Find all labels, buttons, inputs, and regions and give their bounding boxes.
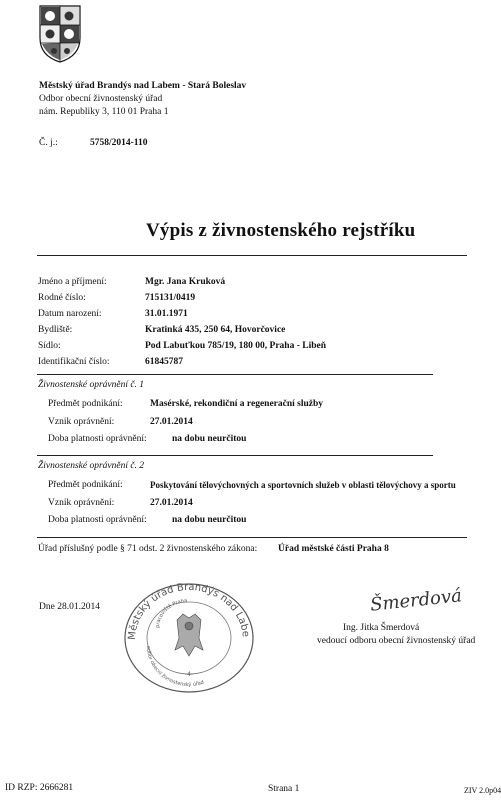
birth-number-label: Rodné číslo:: [38, 293, 86, 303]
rzp-id: ID RZP: 2666281: [5, 783, 74, 793]
permit-1-origin: 27.01.2014: [150, 417, 193, 427]
birth-number-value: 715131/0419: [145, 293, 196, 303]
permit-1-origin-label: Vznik oprávnění:: [48, 417, 115, 427]
reference-label: Č. j.:: [39, 138, 58, 148]
id-number-value: 61845787: [145, 357, 183, 367]
permit-1-subject: Masérské, rekondiční a regenerační služby: [150, 399, 324, 409]
name-value: Mgr. Jana Kruková: [145, 277, 226, 287]
signer-role: vedoucí odboru obecní živnostenský úřad: [317, 636, 476, 646]
permit-1-subject-label: Předmět podnikání:: [48, 399, 123, 409]
seat-label: Sídlo:: [38, 341, 61, 351]
authority-divider: [37, 537, 467, 538]
permit-1-validity: na dobu neurčitou: [172, 434, 247, 444]
svg-text:odbor obecní živnostenský úřad: odbor obecní živnostenský úřad: [144, 645, 205, 689]
permit-2-origin-label: Vznik oprávnění:: [48, 498, 115, 508]
svg-text:Městský úřad Brandýs nad Labem: Městský úřad Brandýs nad Labe: [126, 581, 251, 641]
permit-2-subject-label: Předmět podnikání:: [48, 480, 123, 490]
birth-date-value: 31.01.1971: [145, 309, 188, 319]
authority-text: Úřad příslušný podle § 71 odst. 2 živnostenského zákona:: [38, 544, 258, 554]
office-name: Městský úřad Brandýs nad Labem - Stará Boleslav: [39, 81, 247, 91]
permit-1-divider: [37, 374, 433, 375]
signer-name: Ing. Jitka Šmerdová: [343, 623, 420, 633]
permit-2-validity: na dobu neurčitou: [172, 515, 247, 525]
form-code: ZIV 2.0p04: [464, 786, 501, 795]
handwritten-signature: Šmerdová: [369, 585, 463, 616]
issue-date: Dne 28.01.2014: [39, 602, 100, 612]
svg-text:-4-: -4-: [184, 671, 194, 678]
permit-1-validity-label: Doba platnosti oprávnění:: [48, 434, 147, 444]
permit-2-validity-label: Doba platnosti oprávnění:: [48, 515, 147, 525]
name-label: Jméno a příjmení:: [38, 277, 107, 287]
permit-2-subject: Poskytování tělovýchovných a sportovních služeb v oblasti tělovýchovy a sportu: [150, 480, 456, 490]
svg-text:pracoviště Praha: pracoviště Praha: [154, 598, 188, 629]
residence-value: Kratinká 435, 250 64, Hovorčovice: [145, 325, 286, 335]
title-divider: [37, 255, 467, 256]
official-stamp: [121, 578, 257, 694]
permit-2-divider: [37, 455, 433, 456]
authority-value: Úřad městské části Praha 8: [278, 544, 389, 554]
document-title: Výpis z živnostenského rejstříku: [146, 220, 416, 241]
coat-of-arms-icon: [38, 4, 82, 64]
id-number-label: Identifikační číslo:: [38, 357, 110, 367]
permit-2-origin: 27.01.2014: [150, 498, 193, 508]
permit-2-heading: Živnostenské oprávnění č. 2: [38, 461, 145, 471]
office-address: nám. Republiky 3, 110 01 Praha 1: [39, 107, 169, 117]
page-number: Strana 1: [268, 784, 300, 794]
birth-date-label: Datum narození:: [38, 309, 102, 319]
permit-1-heading: Živnostenské oprávnění č. 1: [38, 380, 145, 390]
reference-number: 5758/2014-110: [90, 138, 148, 148]
office-department: Odbor obecní živnostenský úřad: [39, 94, 163, 104]
residence-label: Bydliště:: [38, 325, 73, 335]
seat-value: Pod Labuťkou 785/19, 180 00, Praha - Libeň: [145, 341, 326, 351]
